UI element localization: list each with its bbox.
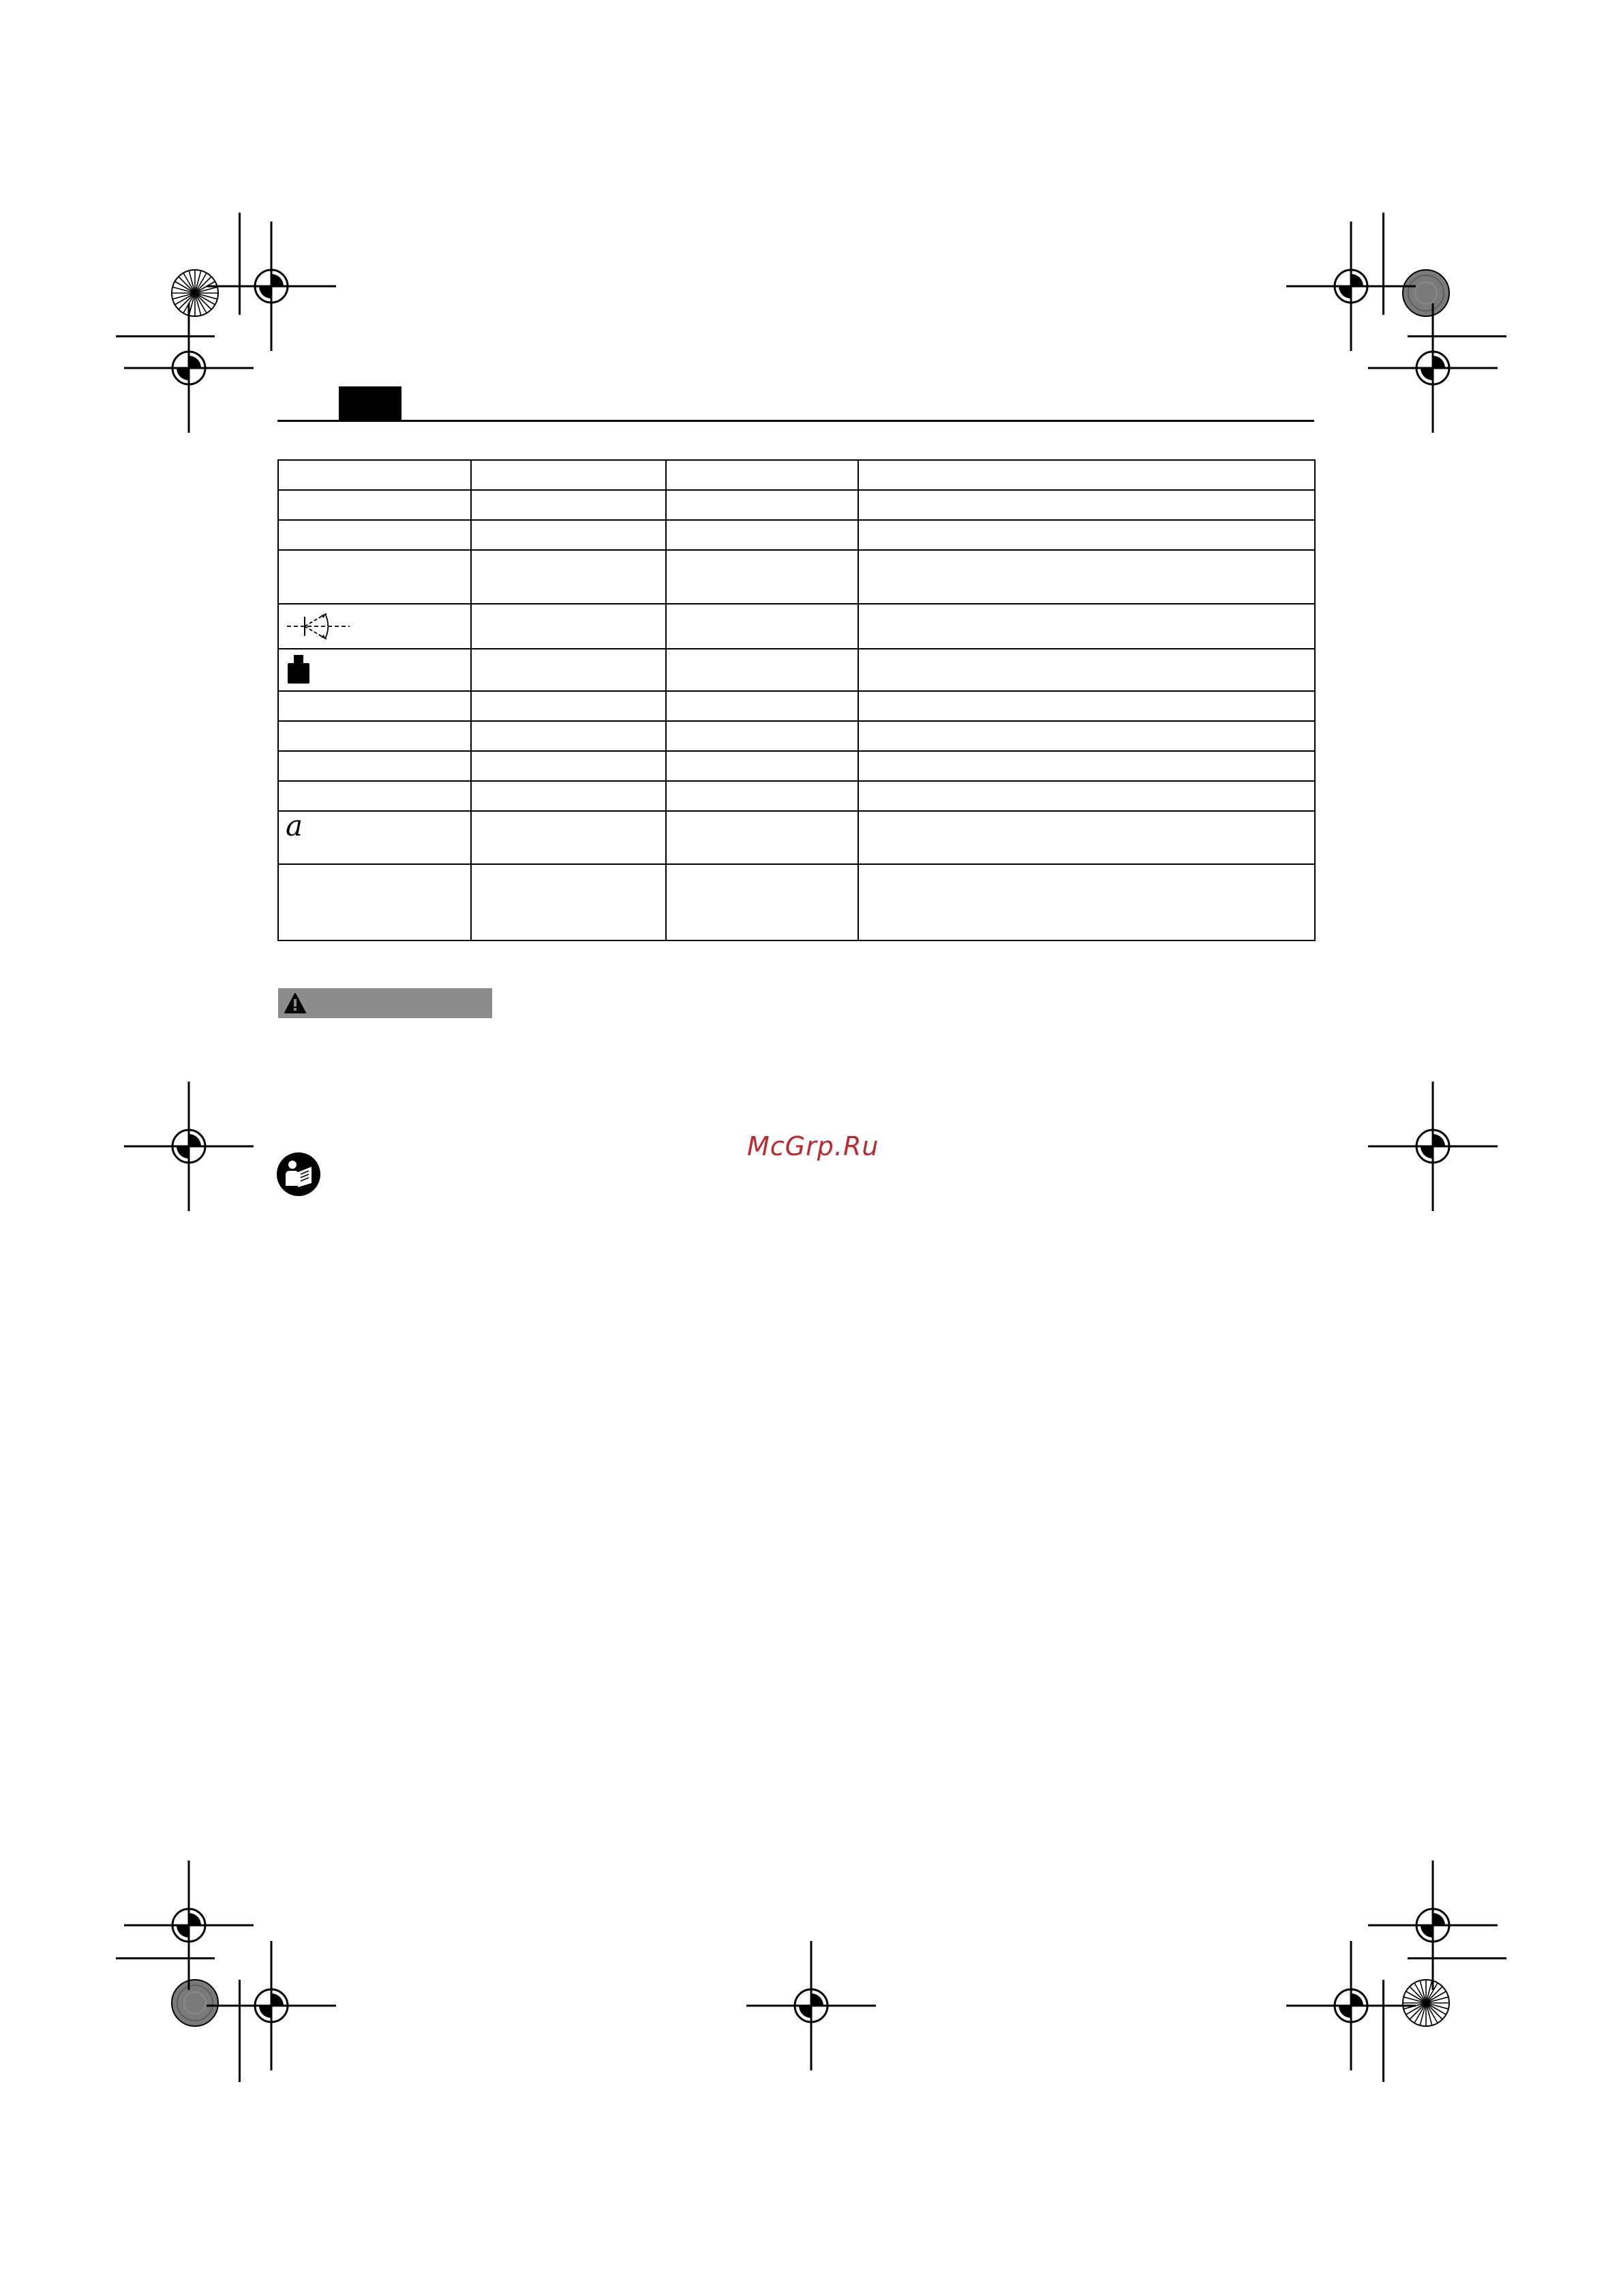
table-row (278, 864, 1315, 940)
table-cell (278, 781, 471, 811)
table-row (278, 811, 1315, 864)
table-cell (278, 490, 471, 520)
crosshair-icon (121, 300, 257, 436)
table-cell (858, 550, 1315, 604)
table-cell (278, 751, 471, 781)
table-cell (471, 490, 666, 520)
table-cell (858, 781, 1315, 811)
table-cell (471, 520, 666, 550)
table-cell (858, 864, 1315, 940)
table-cell (278, 520, 471, 550)
table-row (278, 550, 1315, 604)
table-row (278, 721, 1315, 751)
registration-mark (121, 1078, 257, 1214)
table-cell (666, 490, 858, 520)
table-cell (471, 811, 666, 864)
vibration-symbol: a (286, 809, 303, 842)
table-cell (858, 460, 1315, 490)
table-cell (471, 721, 666, 751)
warning-bar (278, 988, 492, 1018)
table-cell (666, 721, 858, 751)
crosshair-icon (203, 1938, 339, 2074)
table-cell (278, 460, 471, 490)
table-cell (666, 864, 858, 940)
weight-icon (286, 655, 312, 690)
table-cell (471, 864, 666, 940)
table-cell (471, 604, 666, 649)
registration-mark (203, 1938, 339, 2074)
table-row (278, 460, 1315, 490)
table-cell (471, 460, 666, 490)
table-cell (666, 520, 858, 550)
table-cell (666, 781, 858, 811)
section-tab (339, 386, 401, 420)
crosshair-icon (743, 1938, 879, 2074)
table-cell (278, 649, 471, 691)
table-cell (278, 811, 471, 864)
table-cell (858, 721, 1315, 751)
table-cell (858, 691, 1315, 721)
crosshair-icon (121, 1078, 257, 1214)
warning-triangle-icon (284, 992, 307, 1014)
crosshair-icon (1283, 1938, 1419, 2074)
table-cell (666, 550, 858, 604)
table-cell (666, 460, 858, 490)
watermark[interactable]: McGrp.Ru (747, 1131, 879, 1161)
table-cell (471, 751, 666, 781)
registration-mark (121, 300, 257, 436)
crosshair-icon (1365, 300, 1501, 436)
table-cell (471, 649, 666, 691)
spec-table (277, 459, 1316, 941)
table-cell (858, 490, 1315, 520)
table-row (278, 781, 1315, 811)
table-row (278, 649, 1315, 691)
angle-measurement-icon (286, 610, 351, 648)
table-row (278, 490, 1315, 520)
table-cell (858, 811, 1315, 864)
table-cell (278, 721, 471, 751)
table-row (278, 604, 1315, 649)
read-manual-icon (276, 1152, 321, 1197)
header-rule (277, 420, 1314, 422)
table-cell (666, 811, 858, 864)
table-row (278, 751, 1315, 781)
table-cell (858, 520, 1315, 550)
table-cell (858, 751, 1315, 781)
table-cell (666, 649, 858, 691)
table-cell (278, 864, 471, 940)
table-cell (471, 691, 666, 721)
crosshair-icon (1365, 1078, 1501, 1214)
table-cell (471, 781, 666, 811)
registration-mark (1283, 1938, 1419, 2074)
table-cell (666, 604, 858, 649)
registration-mark (743, 1938, 879, 2074)
table-row (278, 520, 1315, 550)
table-cell (666, 691, 858, 721)
table-cell (278, 604, 471, 649)
table-cell (471, 550, 666, 604)
table-cell (278, 550, 471, 604)
table-cell (858, 604, 1315, 649)
registration-mark (1365, 1078, 1501, 1214)
registration-mark (1365, 300, 1501, 436)
table-cell (666, 751, 858, 781)
table-row (278, 691, 1315, 721)
table-cell (858, 649, 1315, 691)
table-cell (278, 691, 471, 721)
